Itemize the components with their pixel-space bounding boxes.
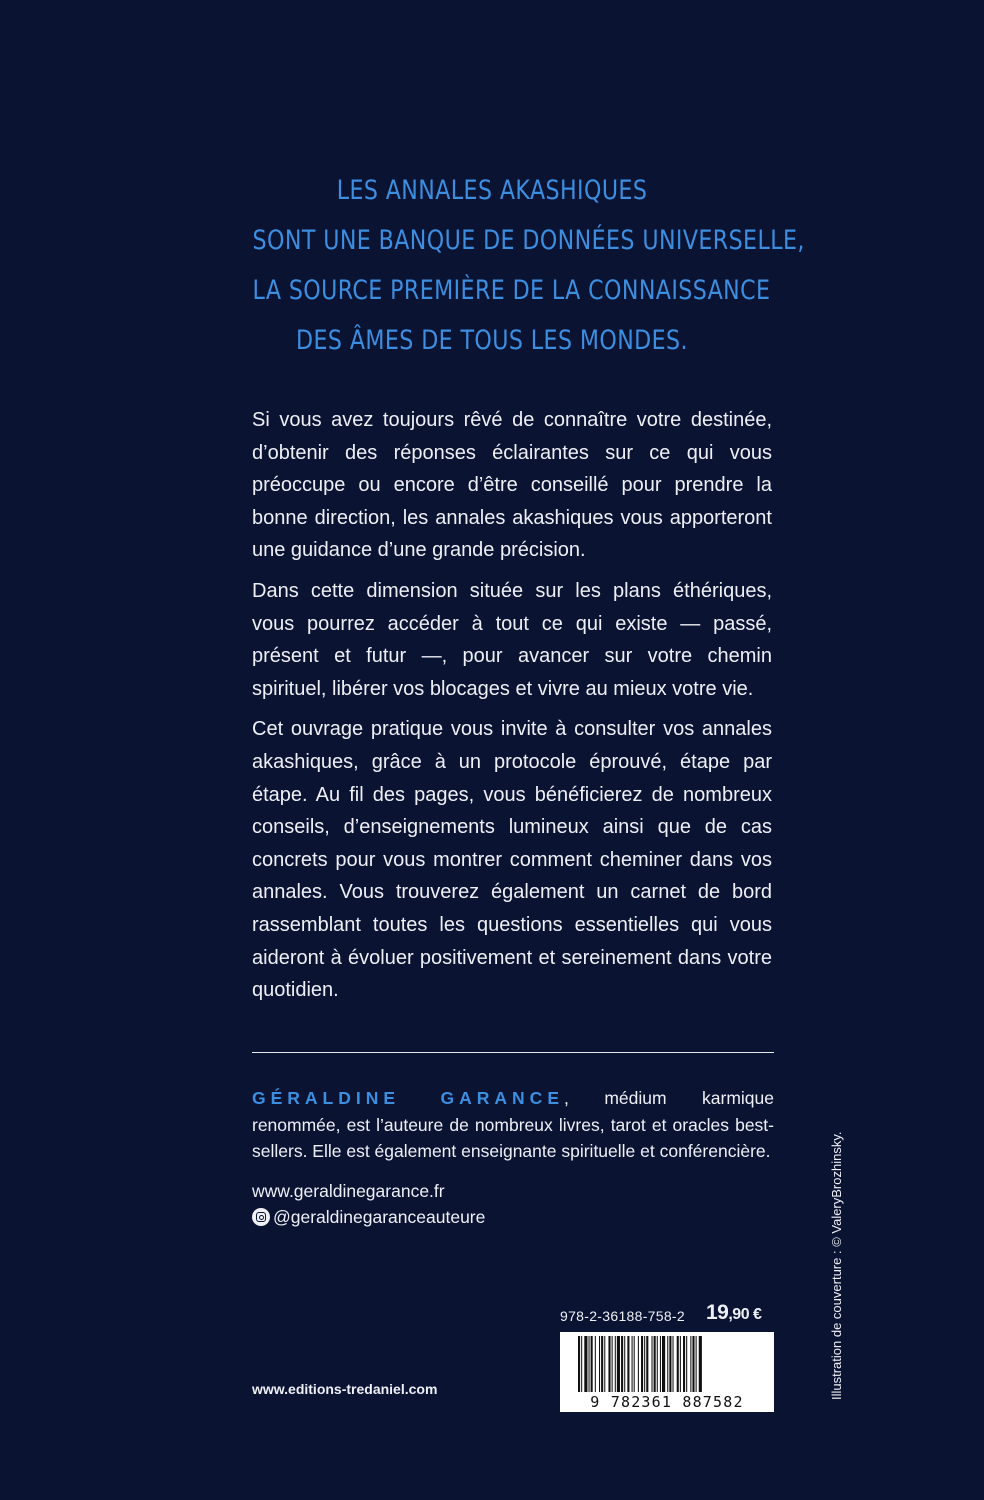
author-bio-text: , médium karmique renommée, est l’auteure de nombreux livres, tarot et oracles best-sellers. Elle est également enseignante spirituelle et conférencière. [252,1088,774,1161]
instagram-icon [252,1208,270,1226]
author-bio [252,1085,774,1165]
barcode [560,1332,774,1412]
divider [252,1052,774,1053]
blurb-paragraph: Dans cette dimension située sur les plans éthériques, vous pourrez accéder à tout ce qui existe — passé, présent et futur —, pour avancer sur votre chemin spirituel, libérer vos blocages et vivre au mieux votre vie. [252,579,772,700]
price [706,1301,761,1325]
price-cents: ,90 € [728,1306,762,1323]
instagram-handle[interactable]: @geraldinegaranceauteure [273,1207,486,1227]
headline-line: SONT UNE BANQUE DE DONNÉES UNIVERSELLE, [252,225,805,256]
headline [252,166,805,366]
blurb-paragraph: Si vous avez toujours rêvé de connaître votre destinée, d’obtenir des réponses éclairantes sur ce qui vous préoccupe ou encore d’être conseillé pour prendre la bonne direction, les annales akashiques vous apporteront une guidance d’une grande précision. [252,409,772,562]
headline-line: LES ANNALES AKASHIQUES [336,175,648,206]
cover-credit: Illustration de couverture : © ValeryBrozhinsky. [829,1131,844,1400]
author-contact [252,1178,485,1230]
headline-line: DES ÂMES DE TOUS LES MONDES. [296,325,688,356]
headline-line: LA SOURCE PREMIÈRE DE LA CONNAISSANCE [252,275,771,306]
isbn: 978-2-36188-758-2 [560,1308,685,1324]
price-main: 19 [706,1301,729,1324]
publisher-url[interactable]: www.editions-tredaniel.com [252,1381,438,1397]
blurb [252,404,772,1015]
blurb-paragraph: Cet ouvrage pratique vous invite à consulter vos annales akashiques, grâce à un protocole éprouvé, étape par étape. Au fil des pages, vous bénéficierez de nombreux conseils, d’enseignements lumineux ainsi que de cas concrets pour vous montrer comment cheminer dans vos annales. Vous trouverez également un carnet de bord rassemblant toutes les questions essentielles qui vous aideront à évoluer positivement et sereinement dans votre quotidien. [252,718,772,1002]
barcode-bars [560,1332,774,1394]
barcode-digits: 9 782361 887582 [590,1393,744,1411]
author-name: GÉRALDINE GARANCE [252,1088,564,1108]
website-link[interactable]: www.geraldinegarance.fr [252,1181,445,1201]
